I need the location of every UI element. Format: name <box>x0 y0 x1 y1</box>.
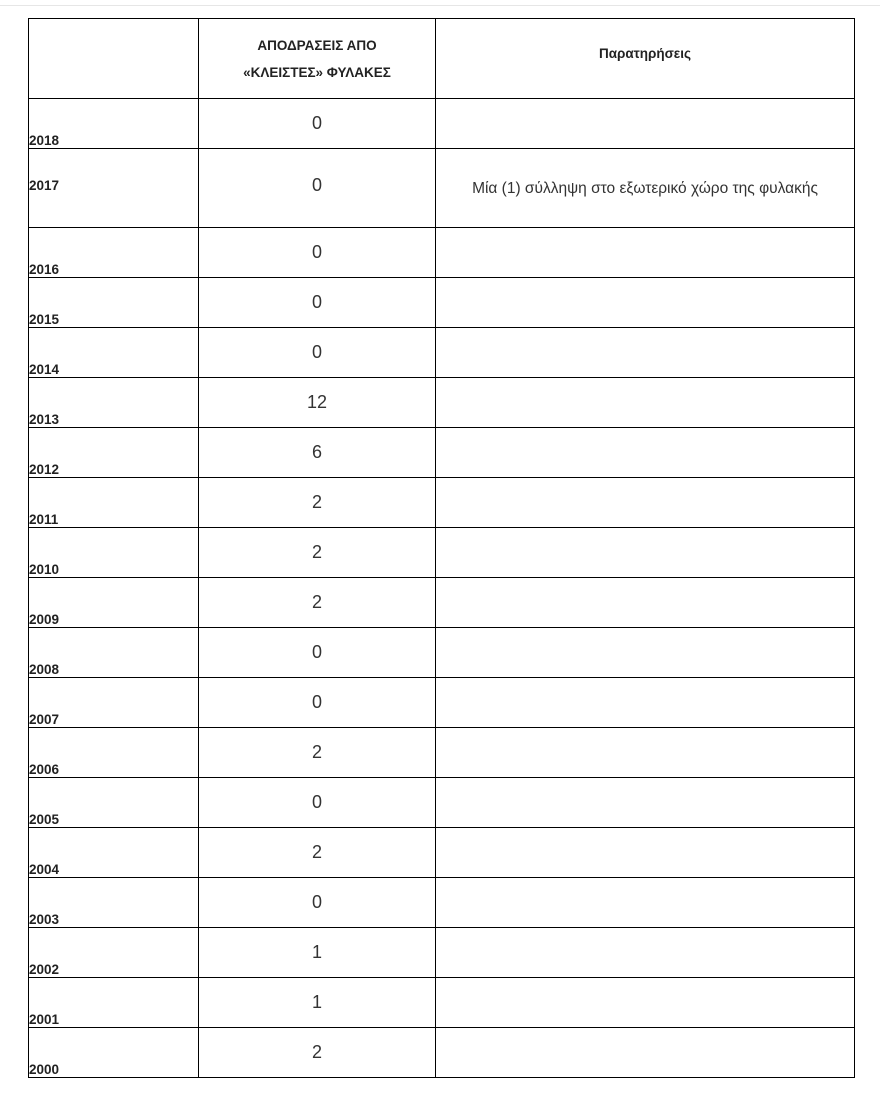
year-column-header <box>29 19 199 99</box>
page-top-divider <box>0 5 880 6</box>
escapes-count-cell: 0 <box>199 628 436 678</box>
notes-cell <box>436 478 855 528</box>
notes-cell <box>436 228 855 278</box>
table-row <box>29 478 855 528</box>
escapes-count-cell: 6 <box>199 428 436 478</box>
notes-cell <box>436 378 855 428</box>
escapes-count-cell: 1 <box>199 928 436 978</box>
table-row <box>29 378 855 428</box>
year-cell: 2002 <box>29 928 199 978</box>
escapes-count-cell: 2 <box>199 1028 436 1078</box>
notes-cell <box>436 278 855 328</box>
table-row <box>29 149 855 228</box>
year-cell: 2001 <box>29 978 199 1028</box>
escapes-count-cell: 0 <box>199 228 436 278</box>
year-cell: 2004 <box>29 828 199 878</box>
year-cell: 2018 <box>29 99 199 149</box>
escapes-count-cell: 2 <box>199 828 436 878</box>
year-cell: 2008 <box>29 628 199 678</box>
table-header-row <box>29 19 855 99</box>
table-row <box>29 728 855 778</box>
table-row <box>29 99 855 149</box>
escapes-count-cell: 2 <box>199 578 436 628</box>
notes-cell <box>436 678 855 728</box>
escapes-header-line-2: «ΚΛΕΙΣΤΕΣ» ΦΥΛΑΚΕΣ <box>243 64 391 80</box>
notes-cell <box>436 578 855 628</box>
notes-cell <box>436 978 855 1028</box>
notes-cell <box>436 528 855 578</box>
table-row <box>29 978 855 1028</box>
year-cell: 2000 <box>29 1028 199 1078</box>
table-row <box>29 528 855 578</box>
notes-cell <box>436 328 855 378</box>
escapes-count-cell: 0 <box>199 328 436 378</box>
table-row <box>29 628 855 678</box>
escapes-count-cell: 2 <box>199 528 436 578</box>
escapes-count-cell: 1 <box>199 978 436 1028</box>
notes-cell <box>436 728 855 778</box>
notes-cell <box>436 628 855 678</box>
table-row <box>29 228 855 278</box>
notes-cell: Μία (1) σύλληψη στο εξωτερικό χώρο της φυλακής <box>436 149 855 228</box>
year-cell: 2014 <box>29 328 199 378</box>
year-cell: 2017 <box>29 149 199 228</box>
table-row <box>29 578 855 628</box>
notes-cell <box>436 928 855 978</box>
table-row <box>29 328 855 378</box>
notes-cell <box>436 428 855 478</box>
escapes-count-cell: 0 <box>199 99 436 149</box>
escapes-count-cell: 0 <box>199 149 436 228</box>
year-cell: 2016 <box>29 228 199 278</box>
year-cell: 2005 <box>29 778 199 828</box>
notes-cell <box>436 1028 855 1078</box>
escapes-count-cell: 0 <box>199 878 436 928</box>
year-cell: 2006 <box>29 728 199 778</box>
table-row <box>29 278 855 328</box>
escapes-count-cell: 0 <box>199 278 436 328</box>
table-row <box>29 828 855 878</box>
notes-cell <box>436 878 855 928</box>
escapes-count-cell: 12 <box>199 378 436 428</box>
year-cell: 2011 <box>29 478 199 528</box>
escapes-count-cell: 0 <box>199 778 436 828</box>
year-cell: 2013 <box>29 378 199 428</box>
escapes-count-cell: 2 <box>199 728 436 778</box>
notes-cell <box>436 828 855 878</box>
table-row <box>29 778 855 828</box>
escapes-column-header <box>199 19 436 99</box>
escapes-count-cell: 2 <box>199 478 436 528</box>
table-row <box>29 1028 855 1078</box>
year-cell: 2012 <box>29 428 199 478</box>
escapes-count-cell: 0 <box>199 678 436 728</box>
year-cell: 2003 <box>29 878 199 928</box>
year-cell: 2015 <box>29 278 199 328</box>
table-row <box>29 928 855 978</box>
escapes-header-line-1: ΑΠΟΔΡΑΣΕΙΣ ΑΠΟ <box>257 37 377 53</box>
escapes-table <box>28 18 855 1078</box>
notes-column-header: Παρατηρήσεις <box>436 19 855 99</box>
table-row <box>29 678 855 728</box>
table-row <box>29 878 855 928</box>
year-cell: 2007 <box>29 678 199 728</box>
year-cell: 2009 <box>29 578 199 628</box>
year-cell: 2010 <box>29 528 199 578</box>
notes-cell <box>436 778 855 828</box>
notes-cell <box>436 99 855 149</box>
table-row <box>29 428 855 478</box>
